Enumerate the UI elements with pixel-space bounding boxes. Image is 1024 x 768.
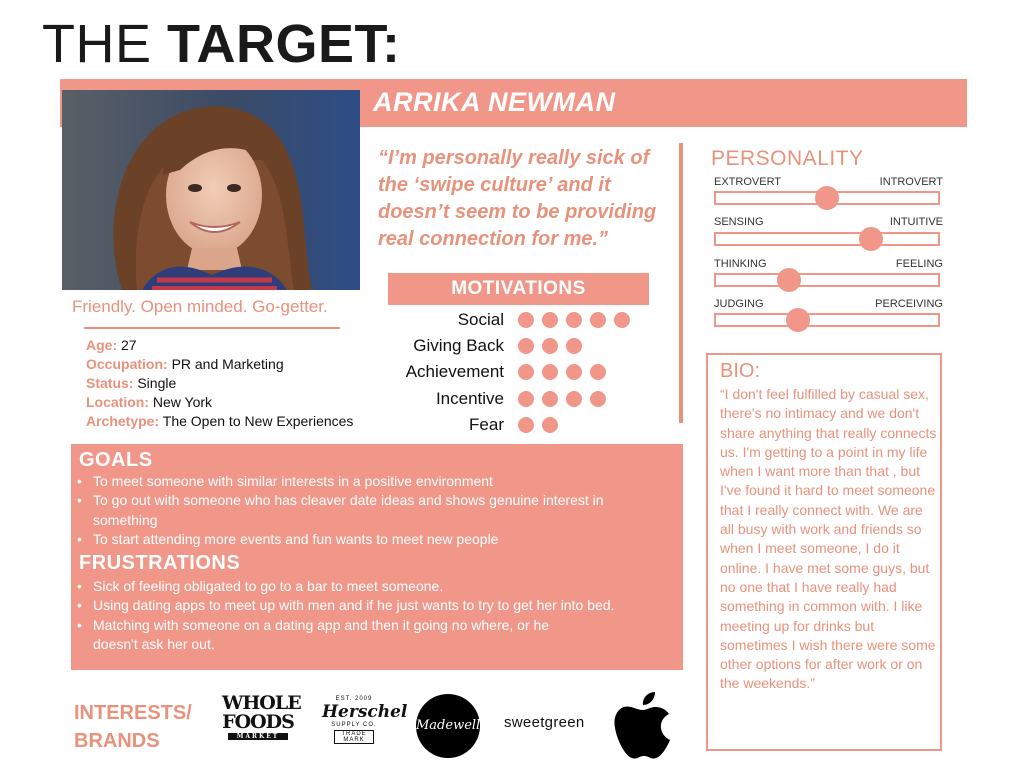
herschel-bottom: TRADE MARK: [334, 730, 374, 744]
personality-scale: [714, 273, 940, 287]
bio-text: “I don't feel fulfilled by casual sex, there's no intimacy and we don't share anything that really connects us. I'm getting to a point in my life when I want more than that , but I've found it hard to meet someone that I really connect with. We are all busy with work and friends so when I meet someone, I do it online. I have met some guys, but no one that I have really had something in common with. I like meeting up for drinks but sometimes I wish there were some other options for after work or on the weekends.”: [720, 386, 937, 692]
motivation-label: Achievement: [405, 362, 504, 381]
demo-status: [86, 375, 176, 391]
demo-occupation: [86, 356, 284, 372]
motivation-label: Fear: [469, 415, 504, 434]
persona-name: ARRIKA NEWMAN: [373, 87, 616, 117]
demo-archetype: [86, 413, 353, 429]
herschel-logo: [322, 696, 408, 756]
rating-dot: [518, 391, 534, 407]
rating-dot: [566, 364, 582, 380]
demo-label: Age:: [86, 337, 118, 353]
frustration-item: • Sick of feeling obligated to go to a bar to meet someone.: [77, 577, 677, 596]
goal-item: • To go out with someone who has cleaver date ideas and shows genuine interest in something: [77, 491, 633, 530]
herschel-sub: SUPPLY CO.: [331, 722, 377, 728]
sweetgreen-logo: [504, 714, 585, 731]
whole-foods-line1: WHOLE: [222, 692, 301, 714]
goal-item: • To meet someone with similar interests in a positive environment: [77, 472, 677, 491]
rating-dot: [542, 391, 558, 407]
rating-dot: [518, 312, 534, 328]
demo-location: [86, 394, 212, 410]
rating-dot: [542, 364, 558, 380]
scale-knob: [815, 186, 839, 210]
personality-title: PERSONALITY: [711, 147, 864, 170]
motivation-dots: [518, 312, 630, 328]
rating-dot: [614, 312, 630, 328]
demo-label: Archetype:: [86, 413, 160, 429]
scale-knob: [786, 308, 810, 332]
demo-value: 27: [121, 337, 137, 353]
herschel-top: EST. 2009: [335, 696, 373, 702]
frustration-item: • Using dating apps to meet up with men and if he just wants to try to get her into bed.: [77, 596, 677, 615]
motivation-label: Incentive: [435, 389, 504, 408]
scale-right-label: INTROVERT: [879, 176, 943, 188]
motivation-dots: [518, 391, 606, 407]
scale-knob: [777, 268, 801, 292]
madewell-text: Madewell: [416, 718, 481, 733]
section-divider: [679, 143, 683, 423]
scale-left-label: JUDGING: [714, 298, 764, 310]
frustrations-title: FRUSTRATIONS: [79, 552, 241, 574]
scale-left-label: SENSING: [714, 216, 764, 228]
rating-dot: [590, 391, 606, 407]
goal-item: • To start attending more events and fun wants to meet new people: [77, 530, 677, 549]
personality-scale: [714, 191, 940, 205]
rating-dot: [566, 338, 582, 354]
rating-dot: [542, 312, 558, 328]
rating-dot: [542, 417, 558, 433]
persona-quote: “I’m personally really sick of the ‘swipe culture’ and it doesn’t seem to be providing real connection for me.”: [378, 147, 657, 250]
tagline-divider: [84, 327, 340, 329]
demo-value: The Open to New Experiences: [162, 413, 354, 429]
sweetgreen-text: sweetgreen: [504, 714, 585, 731]
demo-label: Occupation:: [86, 356, 168, 372]
frustration-item: • Matching with someone on a dating app and then it going no where, or he doesn't ask her out.: [77, 616, 573, 655]
motivation-row: [380, 309, 630, 331]
demo-age: [86, 337, 137, 353]
rating-dot: [518, 338, 534, 354]
motivation-row: [380, 335, 630, 357]
goals-list: [77, 472, 677, 549]
portrait-image: [62, 90, 360, 290]
motivation-dots: [518, 417, 558, 433]
title-bold: TARGET:: [167, 14, 401, 74]
scale-left-label: EXTROVERT: [714, 176, 782, 188]
demo-label: Status:: [86, 375, 134, 391]
motivation-dots: [518, 364, 606, 380]
goals-frustrations-box: [71, 444, 683, 670]
scale-right-label: INTUITIVE: [889, 216, 943, 228]
demo-value: Single: [137, 375, 177, 391]
interests-label-line2: BRANDS: [74, 730, 160, 752]
rating-dot: [590, 364, 606, 380]
demo-value: PR and Marketing: [171, 356, 284, 372]
scale-right-label: FEELING: [895, 258, 943, 270]
goals-title: GOALS: [79, 449, 153, 471]
motivation-label: Social: [457, 310, 504, 329]
demo-value: New York: [152, 394, 213, 410]
scale-knob: [859, 227, 883, 251]
rating-dot: [566, 312, 582, 328]
madewell-logo: [416, 694, 480, 758]
bio-title: BIO:: [720, 360, 761, 382]
whole-foods-logo: [222, 692, 301, 756]
apple-icon: [614, 690, 672, 760]
scale-right-label: PERCEIVING: [875, 298, 943, 310]
motivation-dots: [518, 338, 582, 354]
interests-label-line1: INTERESTS/: [74, 702, 192, 724]
persona-tagline: Friendly. Open minded. Go-getter.: [72, 297, 328, 316]
title-light: THE: [42, 14, 168, 74]
herschel-main: Herschel: [322, 702, 408, 722]
scale-left-label: THINKING: [714, 258, 767, 270]
page-title: [42, 12, 401, 76]
personality-scale: [714, 313, 940, 327]
rating-dot: [518, 417, 534, 433]
motivation-label: Giving Back: [413, 336, 504, 355]
whole-foods-line2: FOODS: [222, 711, 294, 733]
demo-label: Location:: [86, 394, 149, 410]
rating-dot: [566, 391, 582, 407]
motivation-row: [380, 414, 630, 436]
rating-dot: [542, 338, 558, 354]
rating-dot: [590, 312, 606, 328]
rating-dot: [518, 364, 534, 380]
whole-foods-sub: MARKET: [228, 733, 288, 740]
frustrations-list: [77, 577, 677, 654]
interests-label: [74, 699, 192, 755]
motivation-row: [380, 361, 630, 383]
personality-scale: [714, 232, 940, 246]
motivation-row: [380, 388, 630, 410]
persona-photo: [62, 90, 360, 290]
motivations-header: MOTIVATIONS: [388, 273, 649, 305]
apple-logo: [614, 690, 672, 760]
